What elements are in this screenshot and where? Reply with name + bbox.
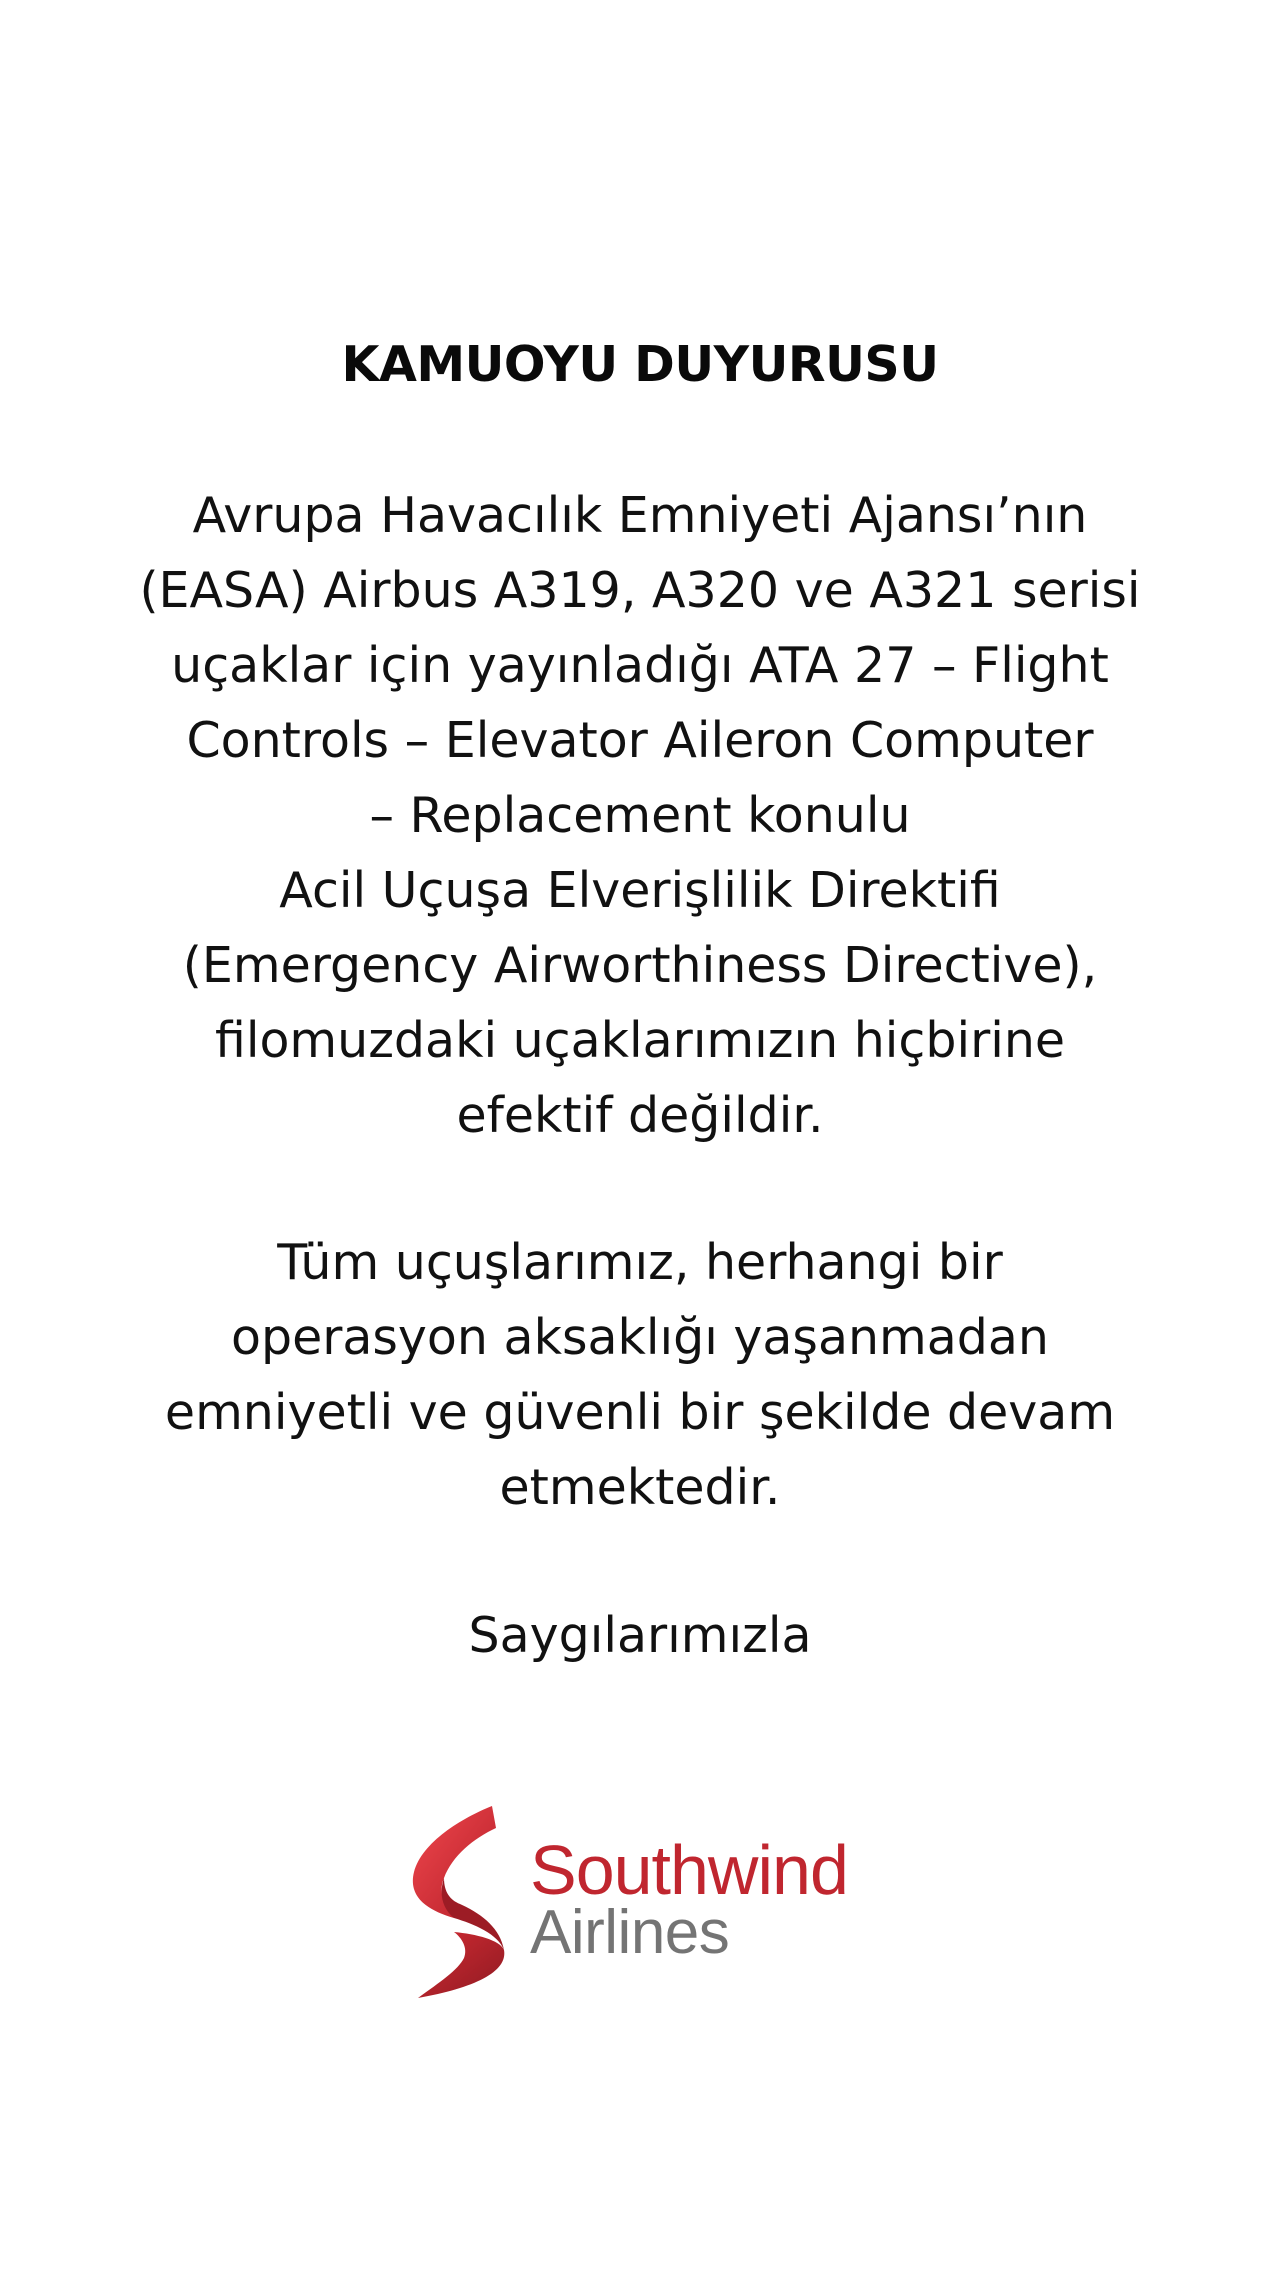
paragraph-2-line: Tüm uçuşlarımız, herhangi bir — [277, 1234, 1003, 1291]
announcement-paragraph-2 — [110, 1225, 1170, 1525]
paragraph-1-line: filomuzdaki uçaklarımızın hiçbirine — [214, 1012, 1066, 1069]
logo-name-line-2: Airlines — [530, 1898, 730, 1967]
paragraph-1-line: uçaklar için yayınladığı ATA 27 – Flight — [171, 637, 1109, 694]
announcement-title: KAMUOYU DUYURUSU — [341, 336, 939, 393]
paragraph-2-line: operasyon aksaklığı yaşanmadan — [231, 1309, 1049, 1366]
paragraph-2-line: etmektedir. — [499, 1459, 781, 1516]
paragraph-2-line: emniyetli ve güvenli bir şekilde devam — [164, 1384, 1116, 1441]
logo-name-line-1: Southwind — [530, 1831, 848, 1909]
paragraph-1-line: efektif değildir. — [456, 1087, 824, 1144]
closing-text — [110, 1598, 1170, 1673]
announcement-paragraph-1 — [110, 478, 1170, 1153]
paragraph-1-line: Controls – Elevator Aileron Computer — [186, 712, 1094, 769]
southwind-airlines-logo — [404, 1800, 884, 2000]
southwind-s-icon — [404, 1800, 514, 2000]
closing-line: Saygılarımızla — [468, 1607, 812, 1664]
paragraph-1-line: (Emergency Airworthiness Directive), — [182, 937, 1098, 994]
paragraph-1-line: Avrupa Havacılık Emniyeti Ajansı’nın — [192, 487, 1088, 544]
paragraph-1-line: (EASA) Airbus A319, A320 ve A321 serisi — [139, 562, 1141, 619]
paragraph-1-line: Acil Uçuşa Elverişlilik Direktifi — [279, 862, 1001, 919]
paragraph-1-line: – Replacement konulu — [369, 787, 911, 844]
